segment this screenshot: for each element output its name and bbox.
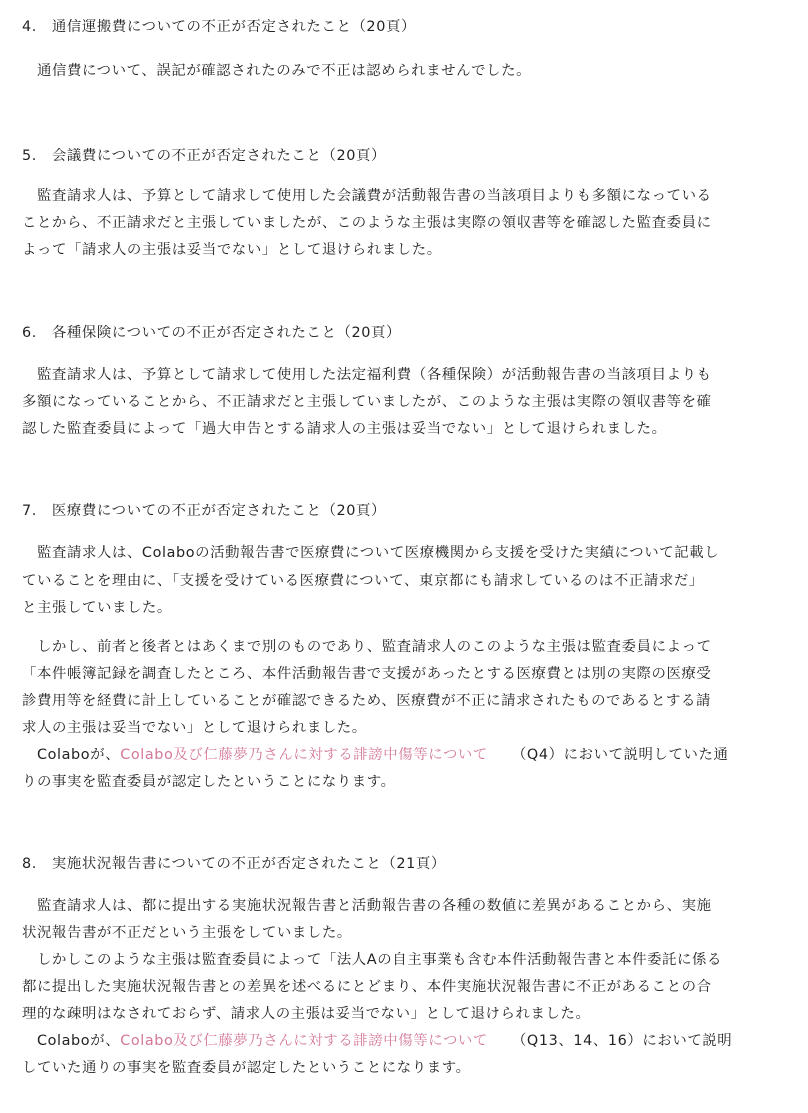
section-4-heading: 4. 通信運搬費についての不正が否定されたこと（20頁） <box>22 19 416 35</box>
section-5-heading: 5. 会議費についての不正が否定されたこと（20頁） <box>22 148 386 164</box>
section-7-para2-line-4: 求人の主張は妥当でない」として退けられました。 <box>22 720 367 736</box>
section-6-line-2: 多額になっていることから、不正請求だと主張していましたが、このような主張は実際の領収書等を確 <box>22 394 712 410</box>
section-7-ref-prefix: Colaboが、 <box>22 747 121 763</box>
section-7-para2-line-1: しかし、前者と後者とはあくまで別のものであり、監査請求人のこのような主張は監査委員によって <box>22 639 712 655</box>
section-8-line-4: 都に提出した実施状況報告書との差異を述べるにとどまり、本件実施状況報告書に不正があることの合 <box>22 979 712 995</box>
section-8-line-1: 監査請求人は、都に提出する実施状況報告書と活動報告書の各種の数値に差異があることから、実施 <box>22 898 712 914</box>
section-7-line-2: ていることを理由に、「支援を受けている医療費について、東京都にも請求しているのは不正請求だ」 <box>22 573 704 589</box>
section-8-ref-prefix: Colaboが、 <box>22 1033 121 1049</box>
section-4-line-1: 通信費について、誤記が確認されたのみで不正は認められませんでした。 <box>22 63 532 79</box>
section-6-line-3: 認した監査委員によって「過大申告とする請求人の主張は妥当でない」として退けられました。 <box>22 421 667 437</box>
section-5-line-2: ことから、不正請求だと主張していましたが、このような主張は実際の領収書等を確認した監査委員に <box>22 215 712 231</box>
section-7-line-1: 監査請求人は、Colaboの活動報告書で医療費について医療機関から支援を受けた実績について記載し <box>22 545 720 561</box>
section-8-reference-line-2: していた通りの事実を監査委員が認定したということになります。 <box>22 1060 471 1076</box>
section-7-ref-suffix: （Q4）において説明していた通 <box>511 747 729 763</box>
section-5-line-1: 監査請求人は、予算として請求して使用した会議費が活動報告書の当該項目よりも多額になっている <box>22 188 712 204</box>
section-6-heading: 6. 各種保険についての不正が否定されたこと（20頁） <box>22 325 401 341</box>
section-7-heading: 7. 医療費についての不正が否定されたこと（20頁） <box>22 503 386 519</box>
section-6-line-1: 監査請求人は、予算として請求して使用した法定福利費（各種保険）が活動報告書の当該項目よりも <box>22 367 712 383</box>
section-5-line-3: よって「請求人の主張は妥当でない」として退けられました。 <box>22 242 442 258</box>
section-7-line-3: と主張していました。 <box>22 600 172 616</box>
section-7-defamation-faq-link[interactable]: Colabo及び仁藤夢乃さんに対する誹謗中傷等について <box>120 747 488 763</box>
section-7-reference-line <box>22 744 728 766</box>
section-8-line-3: しかしこのような主張は監査委員によって「法人Aの自主事業も含む本件活動報告書と本件委託に係る <box>22 952 723 968</box>
section-8-defamation-faq-link[interactable]: Colabo及び仁藤夢乃さんに対する誹謗中傷等について <box>120 1033 488 1049</box>
section-7-para2-line-3: 診費用等を経費に計上していることが確認できるため、医療費が不正に請求されたものであるとする請 <box>22 693 711 709</box>
section-7-para2-line-2: 「本件帳簿記録を調査したところ、本件活動報告書で支援があったとする医療費とは別の実際の医療受 <box>22 666 712 682</box>
section-7-reference-line-2: りの事実を監査委員が認定したということになります。 <box>22 774 396 790</box>
section-8-ref-suffix: （Q13、14、16）において説明 <box>511 1033 733 1049</box>
section-8-reference-line <box>22 1030 732 1052</box>
section-8-heading: 8. 実施状況報告書についての不正が否定されたこと（21頁） <box>22 856 446 872</box>
section-8-line-5: 理的な疎明はなされておらず、請求人の主張は妥当でない」として退けられました。 <box>22 1006 591 1022</box>
section-8-line-2: 状況報告書が不正だという主張をしていました。 <box>22 925 352 941</box>
